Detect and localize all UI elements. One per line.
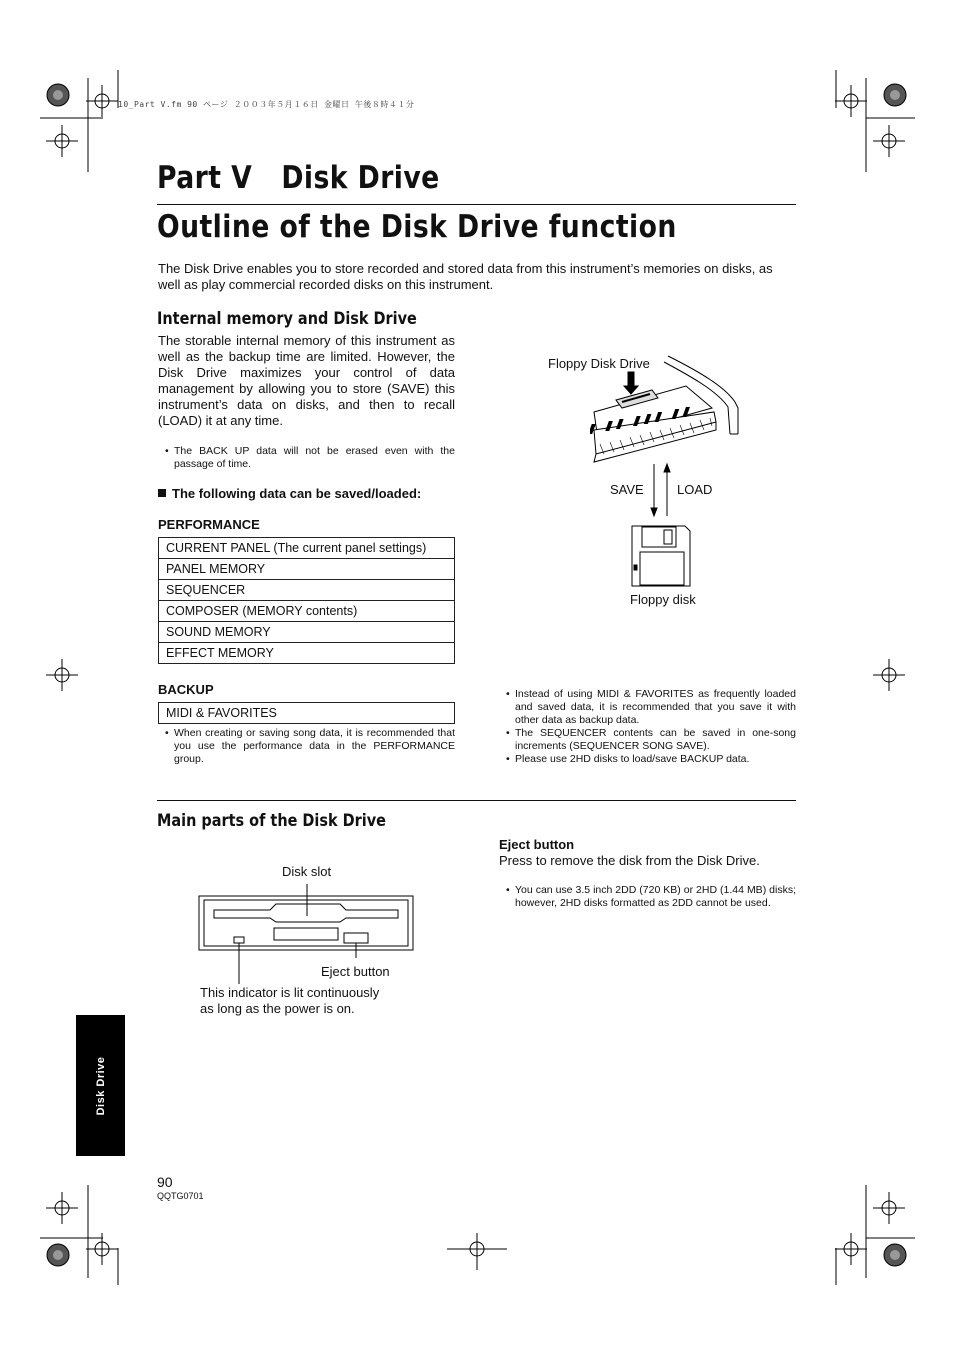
note-item: • When creating or saving song data, it is recommended that you use the performance data in the PERFORMANCE group. [165,727,455,766]
eject-button-heading: Eject button [499,837,575,852]
internal-memory-note [165,445,455,471]
page-title: Outline of the Disk Drive function [157,209,677,245]
floppy-disk-icon [630,525,692,587]
table-cell: PANEL MEMORY [159,559,455,580]
section-title-main-parts: Main parts of the Disk Drive [157,811,386,831]
internal-memory-body: The storable internal memory of this instrument as well as the backup time are limited. However, the Disk Drive maximizes your control of data management by allowing you to store (SAVE) this instrument’s data on disks, and then to recall (LOAD) it at any time. [158,333,455,428]
backup-heading: BACKUP [158,682,214,697]
note-item: • Instead of using MIDI & FAVORITES as frequently loaded and saved data, it is recommended that you save it with other data as backup data. [506,688,796,727]
eject-note [506,884,796,910]
chapter-side-tab-label: Disk Drive [94,1056,107,1115]
file-header-line: 10_Part V.fm 90 ページ ２００３年５月１６日 金曜日 午後８時４１分 [118,100,415,109]
table-row [159,643,455,664]
piano-illustration [590,352,750,467]
saved-data-heading [158,486,421,501]
performance-heading: PERFORMANCE [158,517,260,532]
section-divider [157,800,796,801]
table-cell: COMPOSER (MEMORY contents) [159,601,455,622]
load-label: LOAD [677,482,713,497]
save-load-arrows [648,462,674,518]
indicator-label-line2: as long as the power is on. [200,1001,355,1016]
page-number: 90 [157,1174,173,1190]
table-row [159,703,455,724]
table-cell: CURRENT PANEL (The current panel settings) [159,538,455,559]
floppy-disk-label: Floppy disk [630,592,696,607]
saved-data-heading-text: The following data can be saved/loaded: [172,486,422,501]
save-label: SAVE [610,482,644,497]
document-code: QQTG0701 [157,1191,204,1201]
title-divider [157,204,796,205]
right-notes [506,688,796,766]
note-item: • The SEQUENCER contents can be saved in one-song increments (SEQUENCER SONG SAVE). [506,727,796,753]
part-title: Part V Disk Drive [157,160,440,196]
table-cell: SEQUENCER [159,580,455,601]
indicator-label-line1: This indicator is lit continuously [200,985,380,1000]
eject-button-text: Press to remove the disk from the Disk Drive. [499,853,760,868]
square-bullet-icon [158,489,166,497]
table-row [159,601,455,622]
performance-table [158,537,455,664]
note-item: • The BACK UP data will not be erased even with the passage of time. [165,445,455,471]
backup-table [158,702,455,724]
disk-slot-label: Disk slot [282,864,332,879]
section-title-internal-memory: Internal memory and Disk Drive [157,309,417,329]
backup-note [165,727,455,766]
table-row [159,622,455,643]
floppy-drive-label: Floppy Disk Drive [548,356,650,371]
table-cell: MIDI & FAVORITES [159,703,455,724]
note-item: • Please use 2HD disks to load/save BACKUP data. [506,753,796,766]
registration-target [86,85,118,117]
eject-button-label: Eject button [321,964,390,979]
chapter-side-tab [76,1015,125,1156]
intro-paragraph: The Disk Drive enables you to store recorded and stored data from this instrument’s memories on disks, as well as play commercial recorded disks on this instrument. [158,261,773,292]
table-row [159,559,455,580]
table-cell: EFFECT MEMORY [159,643,455,664]
table-row [159,580,455,601]
table-row [159,538,455,559]
table-cell: SOUND MEMORY [159,622,455,643]
note-item: • You can use 3.5 inch 2DD (720 KB) or 2HD (1.44 MB) disks; however, 2HD disks formatted as 2DD cannot be used. [506,884,796,910]
